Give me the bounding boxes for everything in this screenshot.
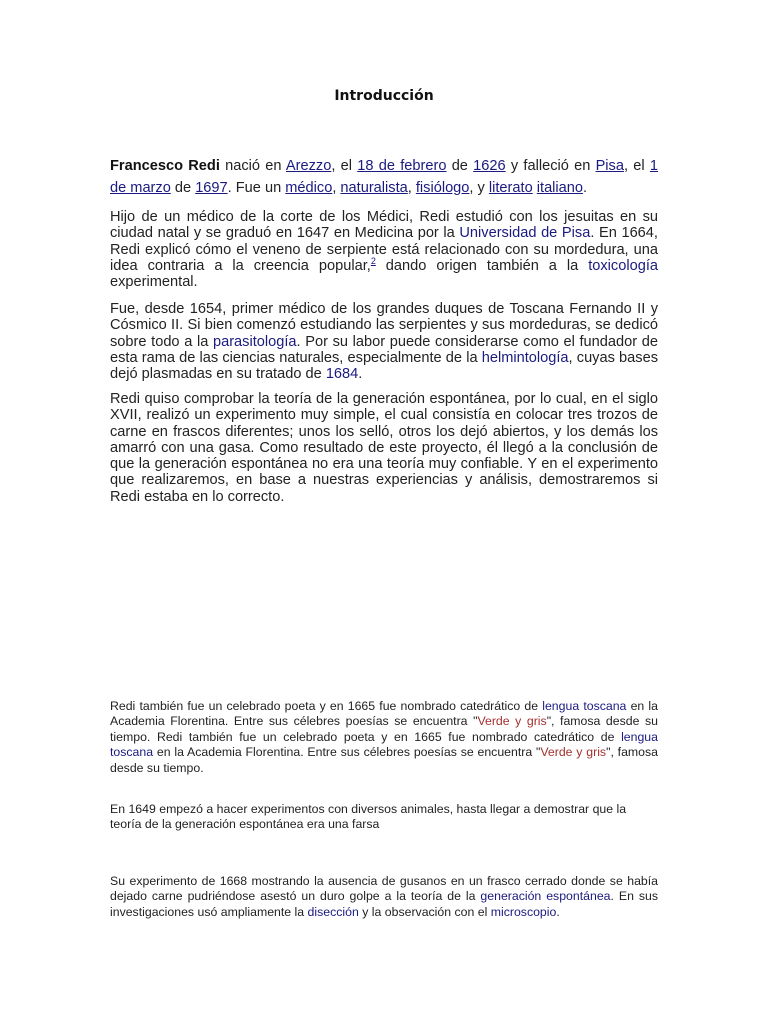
text: y falleció en — [505, 158, 596, 174]
text: , el — [623, 158, 650, 174]
paragraph-1649: En 1649 empezó a hacer experimentos con diversos animales, hasta llegar a demostrar que la teoría de la generación espontánea era una farsa — [110, 802, 627, 832]
text: , — [407, 179, 416, 196]
text: . Fue un — [227, 179, 286, 196]
link-18-de-febrero[interactable]: 18 de febrero — [357, 158, 447, 174]
link-fisiologo[interactable]: fisiólogo — [415, 179, 470, 196]
text: . — [358, 366, 363, 383]
link-naturalista[interactable]: naturalista — [340, 179, 408, 196]
link-universidad-de-pisa[interactable]: Universidad de Pisa — [459, 225, 591, 242]
text: , y — [469, 179, 489, 196]
text: , el — [331, 158, 358, 174]
link-pisa[interactable]: Pisa — [595, 158, 624, 174]
text: Redi también fue un celebrado poeta y en 1665 fue nombrado catedrático de — [110, 699, 543, 713]
text: Su experimento de 1668 mostrando la ausencia de gusanos en un frasco cerrado donde se había dejado carne pudriéndose asestó un duro golpe a la teoría de la — [110, 874, 658, 904]
link-diseccion[interactable]: disección — [307, 904, 359, 919]
footnote-ref[interactable]: 2 — [370, 256, 376, 267]
paragraph-career — [110, 301, 658, 382]
link-verde-y-gris-2[interactable]: Verde y gris — [540, 745, 607, 760]
link-generacion-espontanea[interactable]: generación espontánea — [480, 889, 611, 904]
paragraph-1668 — [110, 874, 658, 920]
text: Fue, desde 1654, primer médico de los grandes duques de Toscana Fernando II y Cósmico II. Si bien comenzó estudiando las serpientes y sus mordeduras, se dedicó sobre todo a la — [110, 301, 658, 350]
paragraph-intro — [110, 156, 658, 199]
text: ", famosa desde su tiempo. — [110, 745, 658, 775]
text: experimental. — [110, 274, 198, 291]
author-name: Francesco Redi — [110, 158, 220, 174]
paragraph-experiment: Redi quiso comprobar la teoría de la generación espontánea, por lo cual, en el siglo XVII, realizó un experimento muy simple, el cual consistía en colocar tres trozos de carne en frascos diferentes; unos los selló, otros los dejó abiertos, y los demás los amarró con una gasa. Como resultado de este proyecto, él llegó a la conclusión de que la generación espontánea no era una teoría muy confiable. Y en el experimento que realizaremos, en base a nuestras experiencias y análisis, demostraremos si Redi estaba en lo correcto. — [110, 391, 658, 505]
text: de — [170, 179, 196, 196]
link-lengua-toscana-2[interactable]: lengua toscana — [110, 729, 658, 760]
text: ", famosa desde su tiempo. Redi también fue un celebrado poeta y en 1665 fue nombrado catedrático de — [110, 714, 658, 744]
text: , — [332, 179, 341, 196]
link-italiano[interactable]: italiano — [536, 179, 584, 196]
link-literato[interactable]: literato — [488, 179, 533, 196]
link-toxicologia[interactable]: toxicología — [588, 257, 658, 274]
link-medico[interactable]: médico — [285, 179, 333, 196]
text: , cuyas bases dejó plasmadas en su tratado de — [110, 349, 658, 383]
text: y la observación con el — [358, 904, 491, 919]
text: en la Academia Florentina. Entre sus célebres poesías se encuentra " — [110, 699, 658, 729]
link-arezzo[interactable]: Arezzo — [285, 158, 332, 174]
text: . — [583, 179, 588, 196]
text: . Por su labor puede considerarse como el fundador de esta rama de las ciencias naturales, especialmente de la — [110, 333, 658, 366]
paragraph-poet — [110, 699, 658, 776]
text: Hijo de un médico de la corte de los Médici, Redi estudió con los jesuitas en su ciudad natal y se graduó en 1647 en Medicina por la — [110, 209, 658, 242]
link-lengua-toscana[interactable]: lengua toscana — [542, 699, 627, 713]
text: . En 1664, Redi explicó cómo el veneno de serpiente está relacionado con su mordedura, una idea contraria a la creencia popular, — [110, 225, 658, 274]
link-verde-y-gris[interactable]: Verde y gris — [477, 714, 547, 729]
link-1-de-marzo[interactable]: 1 de marzo — [110, 158, 658, 196]
text: en la Academia Florentina. Entre sus célebres poesías se encuentra " — [153, 745, 541, 760]
text: dando origen también a la — [375, 257, 589, 274]
link-1626[interactable]: 1626 — [473, 158, 506, 174]
text: de — [446, 158, 474, 174]
page-title: Introducción — [334, 88, 434, 104]
link-1684[interactable]: 1684 — [325, 366, 359, 383]
text: . — [556, 904, 560, 919]
text: . En sus investigaciones usó ampliamente la — [110, 889, 658, 919]
link-parasitologia[interactable]: parasitología — [212, 333, 297, 350]
link-helmintologia[interactable]: helmintología — [481, 349, 569, 366]
link-microscopio[interactable]: microscopio — [490, 904, 557, 919]
text: nació en — [219, 158, 286, 174]
link-1697[interactable]: 1697 — [195, 179, 228, 196]
paragraph-biography — [110, 209, 658, 290]
